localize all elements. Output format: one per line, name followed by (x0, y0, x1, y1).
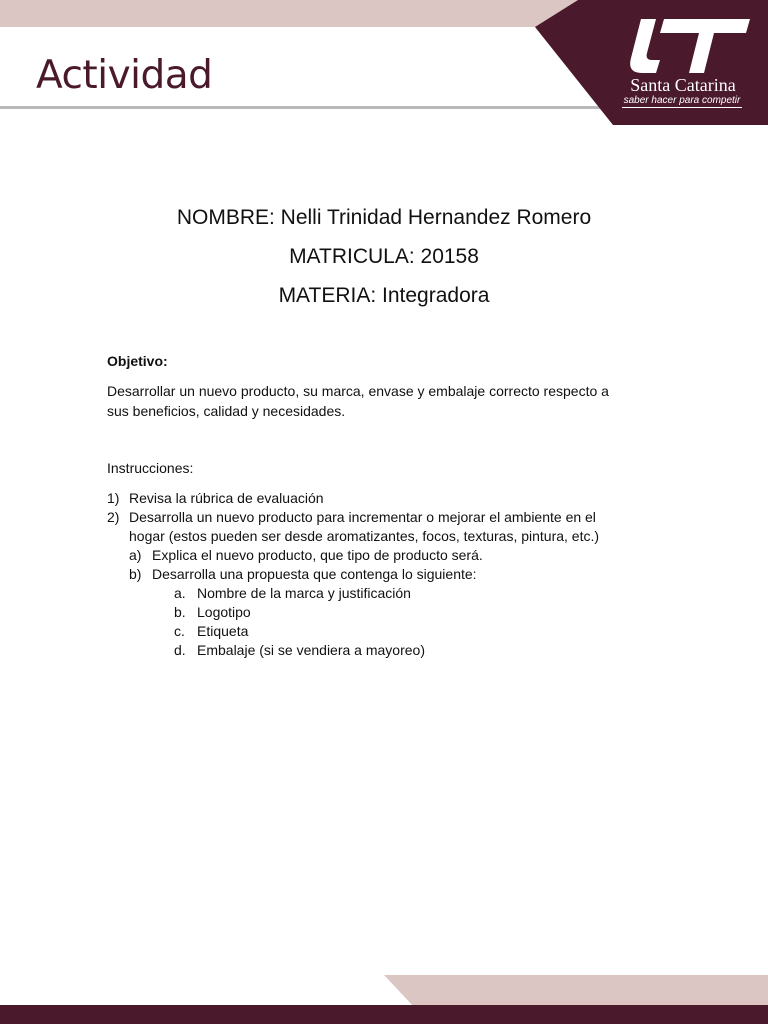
logo-panel (0, 0, 768, 130)
instructions-heading: Instrucciones: (107, 460, 194, 476)
footer-band (0, 1005, 768, 1024)
list-item-text: Nombre de la marca y justificación (197, 585, 411, 601)
list-item-text: Revisa la rúbrica de evaluación (129, 490, 324, 506)
objective-line: sus beneficios, calidad y necesidades. (107, 402, 346, 419)
objective-heading: Objetivo: (107, 353, 168, 369)
list-item-text: Logotipo (197, 604, 251, 620)
identity-block (0, 198, 768, 315)
list-marker: d. (174, 642, 186, 658)
list-marker: b. (174, 604, 186, 620)
list-item-text: hogar (estos pueden ser desde aromatizantes, focos, texturas, pintura, etc.) (129, 528, 600, 544)
subject: MATERIA: Integradora (278, 284, 490, 307)
list-marker: a) (129, 547, 142, 563)
footer-accent-band (384, 975, 768, 1007)
student-id: MATRICULA: 20158 (289, 245, 479, 268)
objective-text (107, 382, 667, 421)
list-marker: a. (174, 585, 186, 601)
logo-slogan: saber hacer para competir (623, 95, 741, 106)
page-title: Actividad (36, 53, 213, 98)
list-marker: c. (174, 623, 185, 639)
list-item-text: Desarrolla una propuesta que contenga lo siguiente: (152, 566, 477, 582)
list-item-text: Explica el nuevo producto, que tipo de producto será. (152, 547, 483, 563)
student-name: NOMBRE: Nelli Trinidad Hernandez Romero (176, 206, 592, 229)
list-marker: 1) (107, 490, 120, 506)
list-marker: b) (129, 566, 142, 582)
logo-name: Santa Catarina (630, 75, 736, 95)
list-marker: 2) (107, 509, 120, 525)
list-item-text: Desarrolla un nuevo producto para incrementar o mejorar el ambiente en el (129, 509, 596, 525)
objective-line: Desarrollar un nuevo producto, su marca, envase y embalaje correcto respecto a (107, 383, 609, 399)
list-item-text: Etiqueta (197, 623, 249, 639)
list-item-text: Embalaje (si se vendiera a mayoreo) (197, 642, 425, 658)
